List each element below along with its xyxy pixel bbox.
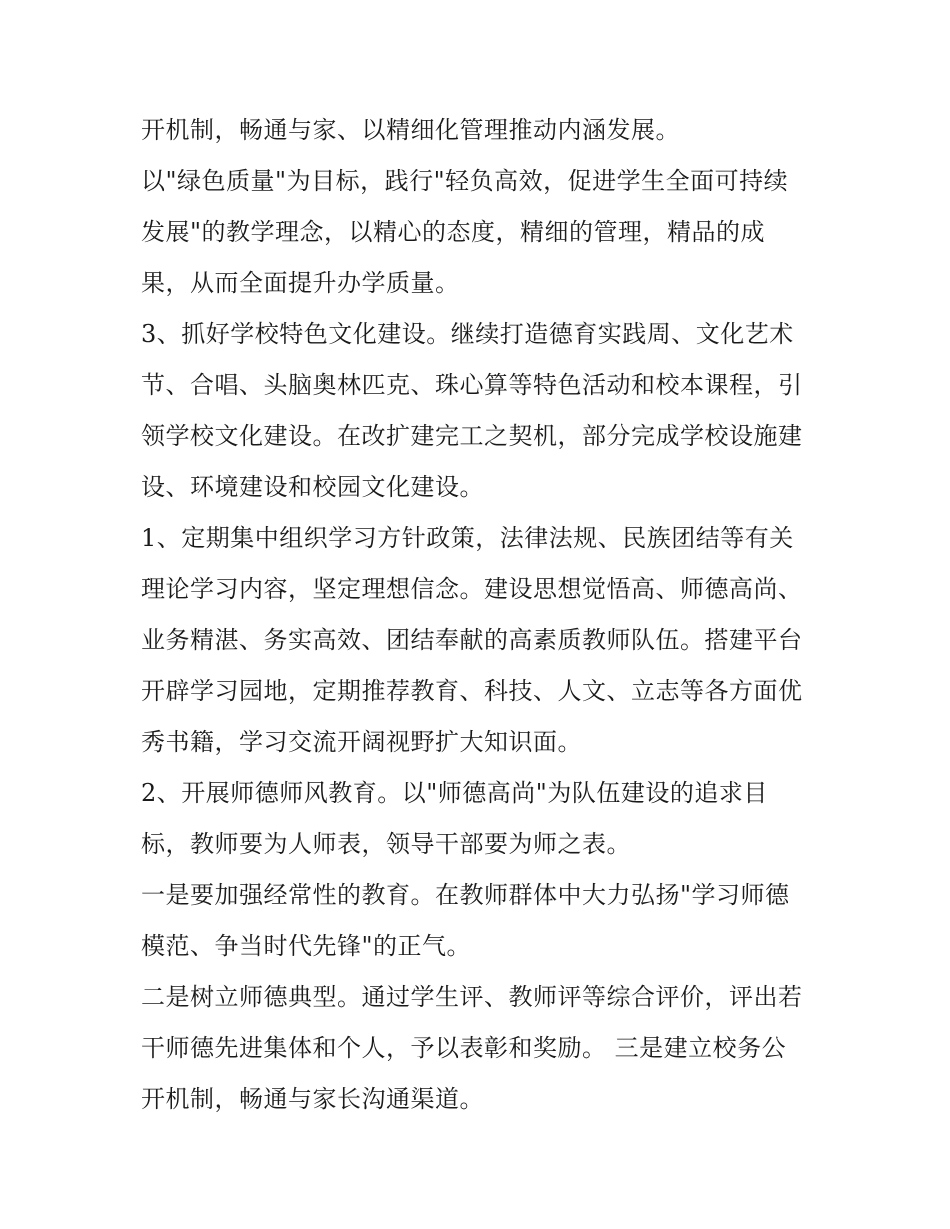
text-line: 标，教师要为人师表，领导干部要为师之表。 [141,830,631,858]
document-body [141,105,821,1125]
text-line: 领学校文化建设。在改扩建完工之契机，部分完成学校设施建 [141,422,803,450]
text-line: 二是树立师德典型。通过学生评、教师评等综合评价，评出若 [141,983,803,1011]
text-line: 干师德先进集体和个人，予以表彰和奖励。 三是建立校务公 [141,1034,787,1062]
text-line: 发展"的教学理念，以精心的态度，精细的管理，精品的成 [141,218,766,246]
text-line: 开机制，畅通与家长沟通渠道。 [141,1085,484,1113]
text-line: 理论学习内容，坚定理想信念。建设思想觉悟高、师德高尚、 [141,575,803,603]
text-line: 设、环境建设和校园文化建设。 [141,473,484,501]
text-line: 以"绿色质量"为目标，践行"轻负高效，促进学生全面可持续 [141,167,789,195]
text-line: 开辟学习园地，定期推荐教育、科技、人文、立志等各方面优 [141,677,803,705]
text-line: 业务精湛、务实高效、团结奉献的高素质教师队伍。搭建平台 [141,626,803,654]
text-line: 1、定期集中组织学习方针政策，法律法规、民族团结等有关 [141,524,794,552]
text-line: 开机制，畅通与家、以精细化管理推动内涵发展。 [141,116,680,144]
text-line: 秀书籍，学习交流开阔视野扩大知识面。 [141,728,582,756]
text-line: 模范、争当时代先锋"的正气。 [141,932,472,960]
text-line: 果，从而全面提升办学质量。 [141,269,460,297]
text-line: 一是要加强经常性的教育。在教师群体中大力弘扬"学习师德 [141,881,790,909]
text-line: 2、开展师德师风教育。以"师德高尚"为队伍建设的追求目 [141,779,768,807]
text-line: 节、合唱、头脑奥林匹克、珠心算等特色活动和校本课程，引 [141,371,803,399]
text-line: 3、抓好学校特色文化建设。继续打造德育实践周、文化艺术 [141,320,794,348]
